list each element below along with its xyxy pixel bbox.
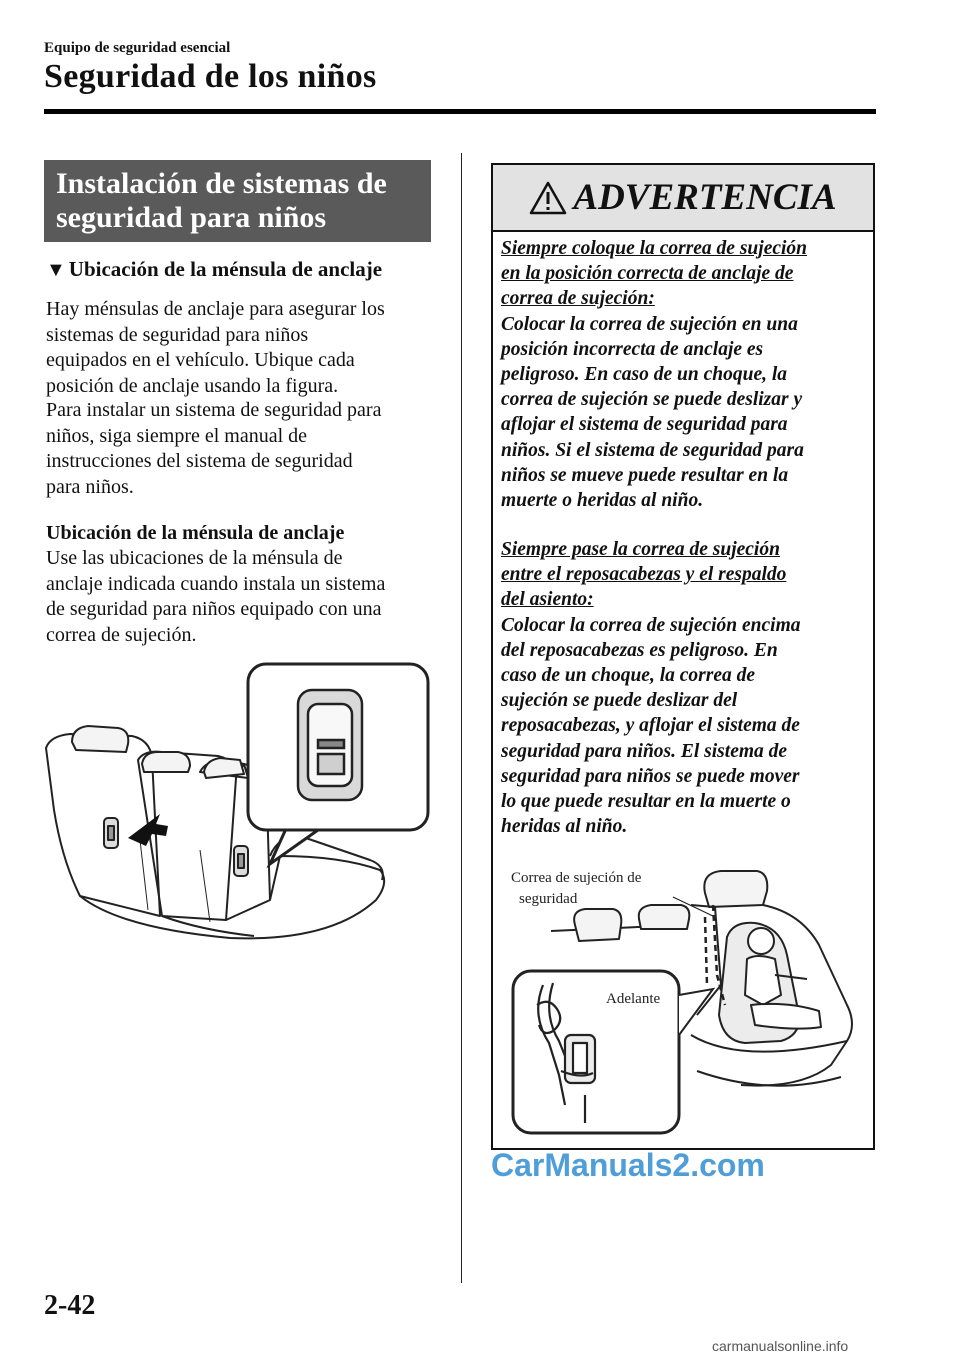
paragraph-line: posición de anclaje usando la figura. [46, 374, 339, 397]
warning-line: del reposacabezas es peligroso. En [501, 639, 778, 661]
warning-line: lo que puede resultar en la muerte o [501, 791, 791, 813]
forward-label: Adelante [606, 991, 661, 1007]
warning-line: Colocar la correa de sujeción en una [501, 313, 798, 335]
subheading [46, 257, 382, 282]
paragraph-3 [46, 546, 438, 648]
topic-heading-line1: Instalación de sistemas de [56, 167, 387, 200]
warning-underlined-line: del asiento: [501, 589, 594, 611]
warning-underlined-line: Siempre pase la correa de sujeción [501, 539, 780, 560]
warning-line: aflojar el sistema de seguridad para [501, 414, 788, 436]
warning-underlined-line: Siempre coloque la correa de sujeción [501, 238, 808, 259]
warning-block-1 [501, 236, 867, 513]
warning-line: peligroso. En caso de un choque, la [501, 364, 788, 386]
warning-underlined-line: entre el reposacabezas y el respaldo [501, 564, 787, 586]
warning-line: caso de un choque, la correa de [501, 665, 756, 687]
strap-label-line2: seguridad [519, 891, 578, 907]
warning-line: seguridad para niños se puede mover [501, 765, 800, 787]
paragraph-line: correa de sujeción. [46, 623, 197, 646]
paragraph-line: instrucciones del sistema de seguridad [46, 450, 353, 472]
warning-line: reposacabezas, y aflojar el sistema de [501, 715, 800, 737]
warning-line: correa de sujeción se puede deslizar y [501, 389, 803, 411]
footer-url: carmanualsonline.info [712, 1338, 849, 1354]
warning-line: niños. Si el sistema de seguridad para [501, 439, 804, 461]
warning-line: Colocar la correa de sujeción encima [501, 614, 801, 636]
warning-box [491, 163, 875, 1150]
warning-title: ADVERTENCIA [573, 177, 837, 218]
paragraph-line: equipados en el vehículo. Ubique cada [46, 349, 355, 371]
page-number: 2-42 [44, 1290, 96, 1321]
paragraph-2 [46, 398, 438, 500]
warning-block-2 [501, 537, 867, 839]
paragraph-line: Para instalar un sistema de seguridad para [46, 399, 382, 421]
warning-header [493, 165, 873, 232]
paragraph-3-title: Ubicación de la ménsula de anclaje [46, 522, 345, 544]
paragraph-1 [46, 297, 438, 399]
paragraph-line: niños, siga siempre el manual de [46, 424, 308, 447]
topic-heading-box [44, 160, 431, 242]
warning-line: niños se mueve puede resultar en la [501, 464, 789, 486]
warning-triangle-icon [529, 181, 567, 215]
paragraph-line: sistemas de seguridad para niños [46, 323, 309, 346]
warning-line: muerte o heridas al niño. [501, 490, 704, 512]
warning-line: seguridad para niños. El sistema de [501, 740, 788, 762]
paragraph-line: para niños. [46, 475, 134, 498]
paragraph-line: anclaje indicada cuando instala un sistema [46, 572, 386, 595]
rear-seat-anchor-illustration [40, 660, 440, 950]
chapter-title: Equipo de seguridad esencial [44, 40, 231, 56]
warning-underlined-line: en la posición correcta de anclaje de [501, 263, 794, 285]
triangle-marker-icon: ▼ [46, 259, 66, 281]
strap-label-line1: Correa de sujeción de [511, 870, 642, 886]
subheading-text: Ubicación de la ménsula de anclaje [68, 257, 383, 281]
warning-line: posición incorrecta de anclaje es [501, 338, 764, 360]
paragraph-line: Use las ubicaciones de la ménsula de [46, 547, 343, 569]
paragraph-line: Hay ménsulas de anclaje para asegurar los [46, 298, 385, 320]
warning-line: heridas al niño. [501, 816, 628, 838]
warning-line: sujeción se puede deslizar del [501, 690, 738, 712]
paragraph-line: de seguridad para niños equipado con una [46, 598, 382, 620]
warning-underlined-line: correa de sujeción: [501, 288, 655, 310]
watermark-logo: CarManuals2.com [491, 1147, 765, 1183]
topic-heading-line2: seguridad para niños [56, 201, 327, 234]
column-divider [461, 153, 462, 1283]
header-rule [44, 109, 876, 114]
section-title: Seguridad de los niños [44, 58, 377, 95]
